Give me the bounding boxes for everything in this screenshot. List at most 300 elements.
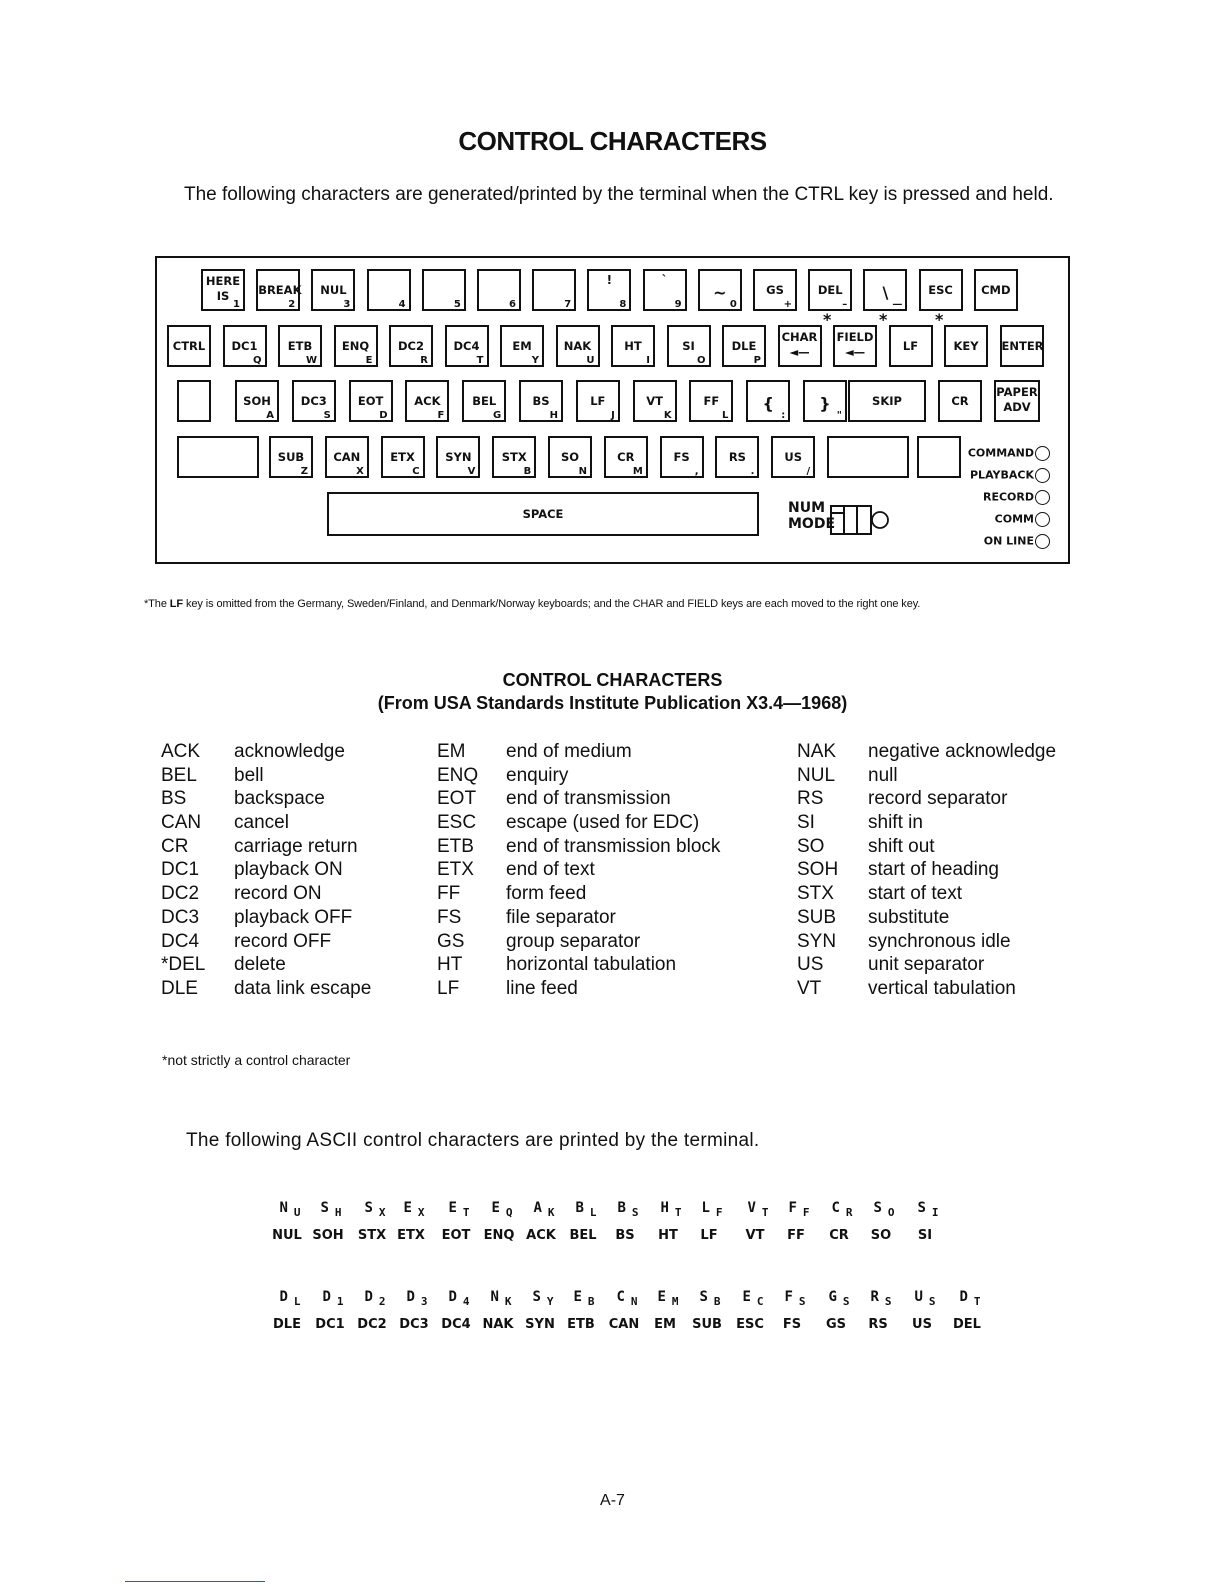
key-em-6 [500, 325, 544, 367]
control-glyph-icon [942, 1289, 992, 1308]
status-lamp-label: PLAYBACK [970, 468, 1034, 482]
key-label: EOT [357, 394, 384, 408]
key-shift-legend: B [523, 466, 532, 477]
key-label: DC1 [231, 339, 258, 353]
key-label: US [784, 450, 802, 464]
glyph-label: LF [700, 1228, 718, 1243]
definition-desc: playback OFF [234, 906, 353, 928]
key-label: EM [512, 339, 532, 353]
definition-abbr: RS [797, 788, 824, 810]
definition-abbr: VT [797, 977, 822, 999]
definition-desc: group separator [506, 930, 641, 952]
control-glyph-icon [856, 1200, 906, 1219]
glyph-part-a: S [873, 1200, 882, 1216]
key-rs-9 [715, 436, 759, 478]
key-shift-legend: N [578, 466, 587, 477]
glyph-part-a: S [917, 1200, 926, 1216]
definition-desc: end of transmission block [506, 835, 721, 857]
key-blank-4 [422, 269, 466, 311]
definition-desc: end of medium [506, 741, 632, 762]
num-mode-switch [788, 500, 898, 540]
glyph-cell [897, 1289, 947, 1332]
glyph-label: GS [825, 1317, 847, 1332]
key-label: HT [624, 339, 642, 353]
key-etb-2 [278, 325, 322, 367]
definition-desc: enquiry [506, 764, 569, 786]
key-shift-legend: S [323, 410, 331, 421]
definition-desc: playback ON [234, 859, 343, 881]
glyph-part-b: 4 [462, 1295, 470, 1308]
key-can-2 [325, 436, 369, 478]
key-nul-2 [311, 269, 355, 311]
key-shift-legend: V [467, 466, 476, 477]
key-lf-13 [889, 325, 933, 367]
definition-abbr: FF [437, 883, 461, 905]
key-label: BS [532, 394, 550, 408]
definition-abbr: ENQ [437, 764, 479, 786]
glyph-part-b: X [378, 1206, 386, 1219]
key-blank-8 [643, 269, 687, 311]
glyph-part-b: K [504, 1295, 512, 1308]
definition-abbr: NAK [797, 741, 837, 762]
definition-desc: acknowledge [234, 741, 345, 762]
key-label: ENTER [1001, 339, 1044, 353]
footnote-rest: key is omitted from the Germany, Sweden/Finland, and Denmark/Norway keyboards; and the CHAR and FIELD keys are each moved to the right one key. [183, 598, 921, 610]
key-bs-6 [519, 380, 563, 422]
key-blank-6 [532, 269, 576, 311]
key-dc1-1 [223, 325, 267, 367]
glyph-part-b: 2 [378, 1295, 386, 1308]
key-blank-12 [917, 436, 961, 478]
glyph-label: DEL [953, 1317, 981, 1332]
key-shift-legend: Z [300, 466, 308, 477]
key-label: DLE [731, 339, 757, 353]
definition-abbr: EOT [437, 788, 477, 810]
glyph-label: EM [654, 1317, 676, 1332]
key-shift-legend: F [437, 410, 445, 421]
definition-desc: escape (used for EDC) [506, 812, 700, 834]
key-lf-7 [576, 380, 620, 422]
glyph-part-b: N [630, 1295, 638, 1308]
control-glyph-icon [900, 1200, 950, 1219]
definition-abbr: ETB [437, 835, 474, 857]
key-sym-10 [746, 380, 790, 422]
glyph-part-b: S [928, 1295, 936, 1308]
glyph-label: US [912, 1317, 932, 1332]
definition-desc: cancel [234, 812, 289, 834]
definition-abbr: DLE [161, 977, 198, 999]
intro-text: The following characters are generated/printed by the terminal when the CTRL key is pressed and held. [184, 184, 1054, 205]
key-label: DC3 [300, 394, 327, 408]
key-shift-legend: A [266, 410, 274, 421]
key-label: } [819, 394, 831, 413]
definition-abbr: DC3 [161, 906, 200, 928]
key-shift-legend: 0 [729, 299, 737, 310]
definition-abbr: DC1 [161, 859, 200, 881]
key-shift-legend: L [722, 410, 729, 421]
key-eot-3 [349, 380, 393, 422]
glyph-part-a: F [788, 1200, 797, 1216]
control-glyph-icon [684, 1200, 734, 1219]
glyph-part-a: G [828, 1289, 837, 1305]
glyph-label: FS [782, 1317, 802, 1332]
key-label: LF [590, 394, 606, 408]
glyph-cell [303, 1200, 353, 1243]
key-gs-10 [753, 269, 797, 311]
key-label: SUB [277, 450, 305, 464]
definition-abbr: DC2 [161, 883, 200, 905]
definition-abbr: CR [161, 835, 189, 857]
key-shift-legend: . [750, 466, 755, 477]
glyph-part-a: D [448, 1289, 457, 1305]
key-label: NUL [320, 283, 347, 297]
lamp-circle-icon [1035, 490, 1050, 505]
glyph-part-a: E [742, 1289, 751, 1305]
key-shift-legend: 4 [398, 299, 406, 310]
glyph-part-b: O [887, 1206, 895, 1219]
glyph-part-a: B [617, 1200, 626, 1216]
key-label: ETX [390, 450, 415, 464]
key-bel-5 [462, 380, 506, 422]
definition-desc: form feed [506, 883, 587, 905]
glyph-part-b: Y [546, 1295, 554, 1308]
definition-abbr: STX [797, 883, 834, 905]
definition-desc: unit separator [868, 954, 985, 976]
key-shift-legend: 3 [343, 299, 351, 310]
key-shift-legend: R [420, 355, 428, 366]
definition-desc: bell [234, 764, 264, 786]
definition-abbr: *DEL [161, 954, 206, 976]
glyph-part-a: D [364, 1289, 373, 1305]
key-shift-legend: 9 [674, 299, 682, 310]
glyph-part-b: K [547, 1206, 555, 1219]
key-shift-legend: 6 [509, 299, 516, 310]
glyph-cell [942, 1289, 992, 1332]
definition-desc: line feed [506, 977, 578, 999]
glyph-label: VT [745, 1228, 765, 1243]
glyph-part-b: 3 [420, 1295, 428, 1308]
key-sub-1 [269, 436, 313, 478]
space-key [327, 492, 759, 536]
glyph-part-b: U [293, 1206, 301, 1219]
key-label: CR [617, 450, 635, 464]
key-paper-14 [994, 380, 1040, 422]
key-upper-legend: ! [606, 273, 613, 287]
key-esc-13 [919, 269, 963, 311]
glyph-label: DLE [273, 1317, 301, 1332]
glyph-label: DC3 [399, 1317, 429, 1332]
glyph-cell [853, 1289, 903, 1332]
key-label: LF [902, 339, 919, 353]
key-nak-7 [556, 325, 600, 367]
num-mode-label-1: NUM [788, 500, 826, 516]
glyph-label: ETX [397, 1228, 425, 1243]
glyph-label: DC1 [315, 1317, 345, 1332]
glyph-part-a: U [914, 1289, 923, 1305]
glyph-label: SUB [692, 1317, 722, 1332]
key-label: BREAK [258, 283, 302, 297]
definition-abbr: HT [437, 954, 463, 976]
key-label: { [762, 394, 774, 413]
status-lamp [995, 512, 1050, 527]
definition-abbr: GS [437, 930, 465, 952]
status-lamp [983, 490, 1050, 505]
key-label: CHAR [781, 330, 818, 344]
key-shift-legend: C [412, 466, 420, 477]
key-label: NAK [563, 339, 592, 353]
glyph-part-b: B [587, 1295, 595, 1308]
glyph-label: ACK [526, 1228, 556, 1243]
key-shift-legend: 8 [619, 299, 627, 310]
definition-desc: end of text [506, 859, 595, 881]
key-label: CAN [333, 450, 361, 464]
status-lamp [984, 534, 1050, 549]
footnote-lf: LF [169, 598, 184, 610]
lamp-circle-icon [1035, 446, 1050, 461]
definition-abbr: LF [437, 977, 460, 999]
definition-abbr: FS [437, 906, 462, 928]
definition-abbr: SUB [797, 906, 837, 928]
num-mode-label-2: MODE [788, 516, 836, 532]
definition-desc: shift out [868, 835, 935, 857]
glyph-part-a: N [490, 1289, 499, 1305]
key-label: HERE [205, 274, 241, 288]
glyph-cell [900, 1200, 950, 1243]
glyph-part-b: S [842, 1295, 850, 1308]
space-key-label: SPACE [522, 507, 564, 521]
glyph-cell [684, 1200, 734, 1243]
glyph-part-a: B [575, 1200, 584, 1216]
glyph-part-a: D [406, 1289, 415, 1305]
key-shift-legend: D [379, 410, 388, 421]
key-label: ETB [287, 339, 313, 353]
key-syn-4 [436, 436, 480, 478]
definition-abbr: DC4 [161, 930, 200, 952]
glyph-part-b: L [293, 1295, 301, 1308]
key-blank-7 [587, 269, 631, 311]
glyph-part-b: S [884, 1295, 892, 1308]
key-label-2: ◄— [789, 345, 810, 359]
key-shift-legend: H [549, 410, 558, 421]
glyph-part-a: A [533, 1200, 542, 1216]
key-label: SKIP [872, 394, 902, 408]
key-ack-4 [405, 380, 449, 422]
definition-abbr: CAN [161, 812, 202, 834]
key-here-0 [201, 269, 245, 311]
key-shift-legend: : [781, 410, 786, 421]
glyph-part-b: T [674, 1206, 682, 1219]
definition-desc: end of transmission [506, 788, 671, 810]
key-label: SO [560, 450, 580, 464]
key-label: CMD [981, 283, 1011, 297]
definition-abbr: ACK [161, 741, 201, 762]
glyph-part-a: E [491, 1200, 500, 1216]
control-glyph-icon [303, 1200, 353, 1219]
key-shift-legend: 1 [233, 299, 240, 310]
glyph-part-a: D [959, 1289, 968, 1305]
definition-abbr: ETX [437, 859, 474, 881]
definition-abbr: US [797, 954, 824, 976]
key-shift-legend: O [696, 355, 706, 366]
key-label: PAPER [996, 385, 1038, 399]
keyboard-footnote [144, 598, 920, 610]
definition-abbr: SO [797, 835, 825, 857]
glyph-part-a: N [279, 1200, 288, 1216]
glyph-cell [767, 1289, 817, 1332]
definition-desc: synchronous idle [868, 930, 1011, 952]
key-shift-legend: T [476, 355, 484, 366]
glyph-part-b: S [798, 1295, 806, 1308]
glyph-label: ESC [736, 1317, 764, 1332]
asterisk-mark: * [935, 310, 944, 329]
definition-desc: start of text [868, 883, 962, 905]
key-label: RS [728, 450, 746, 464]
key-shift-legend: Y [531, 355, 539, 366]
glyph-label: HT [658, 1228, 678, 1243]
key-shift-legend: M [632, 466, 643, 477]
asterisk-mark: * [823, 310, 832, 329]
key-label: CR [951, 394, 969, 408]
key-field-12 [833, 325, 877, 367]
control-glyph-icon [897, 1289, 947, 1308]
key-sym-11 [803, 380, 847, 422]
key-sym-9 [698, 269, 742, 311]
key-blank-5 [477, 269, 521, 311]
section-title: CONTROL CHARACTERS [502, 670, 723, 690]
key-label: VT [646, 394, 663, 408]
control-glyph-icon [853, 1289, 903, 1308]
glyph-part-b: M [671, 1295, 679, 1308]
status-lamp-label: COMMAND [967, 446, 1034, 460]
key-cr-13 [938, 380, 982, 422]
definition-abbr: ESC [437, 812, 477, 834]
key-label: FF [703, 394, 720, 408]
glyph-part-b: I [931, 1206, 939, 1219]
glyph-label: DC2 [357, 1317, 387, 1332]
key-shift-legend: 2 [288, 299, 296, 310]
glyph-part-b: F [802, 1206, 810, 1219]
status-lamp [970, 468, 1050, 483]
definition-desc: substitute [868, 906, 950, 928]
key-label: SOH [243, 394, 271, 408]
glyph-label: FF [787, 1228, 805, 1243]
glyph-label: NUL [272, 1228, 302, 1243]
key-ctrl-0 [167, 325, 211, 367]
glyph-part-a: S [320, 1200, 329, 1216]
key-cr-7 [604, 436, 648, 478]
glyph-cell [386, 1200, 436, 1243]
definition-abbr: NUL [797, 764, 836, 786]
toggle-switch-icon [830, 504, 896, 538]
key-shift-legend: / [806, 466, 811, 477]
key-label: DEL [817, 283, 843, 297]
key-shift-legend: I [646, 355, 650, 366]
key-dc4-5 [445, 325, 489, 367]
key-shift-legend: W [305, 355, 317, 366]
control-glyph-icon [767, 1289, 817, 1308]
glyph-part-a: E [573, 1289, 582, 1305]
key-label: GS [766, 283, 784, 297]
key-label: STX [501, 450, 527, 464]
key-break-1 [256, 269, 300, 311]
glyph-part-a: R [870, 1289, 879, 1305]
glyph-label: BS [615, 1228, 635, 1243]
key-label: BEL [472, 394, 497, 408]
glyph-label: SO [870, 1228, 892, 1243]
key-ht-8 [611, 325, 655, 367]
key-label-2: ◄— [844, 345, 866, 359]
glyph-part-b: S [631, 1206, 639, 1219]
key-enq-3 [334, 325, 378, 367]
key-label: KEY [953, 339, 979, 353]
key-si-9 [667, 325, 711, 367]
key-shift-legend: — [892, 299, 903, 310]
definition-desc: file separator [506, 906, 616, 928]
key-shift-legend: E [365, 355, 373, 366]
glyph-label: EOT [441, 1228, 471, 1243]
definition-desc: data link escape [234, 977, 372, 999]
definition-desc: record ON [234, 883, 322, 905]
key-soh-1 [235, 380, 279, 422]
glyph-label: CAN [608, 1317, 640, 1332]
key-label: ESC [928, 283, 953, 297]
glyph-part-b: R [845, 1206, 853, 1219]
glyph-label: ETB [567, 1317, 595, 1332]
key-label: CTRL [172, 339, 206, 353]
key-label: DC2 [398, 339, 424, 353]
lamp-circle-icon [1035, 468, 1050, 483]
key-label: SYN [445, 450, 472, 464]
key-shift-legend: U [586, 355, 595, 366]
glyph-part-b: F [715, 1206, 723, 1219]
glyph-label: RS [868, 1317, 888, 1332]
key-label: FIELD [836, 330, 874, 344]
definition-desc: null [868, 764, 898, 786]
glyph-label: SOH [312, 1228, 344, 1243]
glyph-part-a: V [747, 1200, 756, 1216]
definition-desc: record separator [868, 788, 1008, 810]
key-shift-legend: , [694, 466, 699, 477]
key-shift-legend: 5 [453, 299, 461, 310]
key-fs-8 [660, 436, 704, 478]
glyph-label: NAK [482, 1317, 514, 1332]
definition-desc: horizontal tabulation [506, 954, 677, 976]
glyph-part-b: T [973, 1295, 981, 1308]
glyph-part-b: Q [505, 1206, 513, 1219]
key-us-10 [771, 436, 815, 478]
key-label: ENQ [341, 339, 370, 353]
glyph-part-b: L [589, 1206, 597, 1219]
definition-desc: vertical tabulation [868, 977, 1016, 999]
status-lamp-label: COMM [994, 512, 1034, 526]
definition-abbr: SOH [797, 859, 839, 881]
glyph-label: SI [917, 1228, 933, 1243]
glyph-part-b: H [334, 1206, 342, 1219]
glyph-part-a: S [532, 1289, 541, 1305]
key-label: ACK [414, 394, 441, 408]
key-etx-3 [381, 436, 425, 478]
definition-abbr: BS [161, 788, 187, 810]
key-char-11 [778, 325, 822, 367]
glyph-part-a: L [701, 1200, 710, 1216]
definition-abbr: EM [437, 741, 466, 762]
key-blank-0 [177, 436, 259, 478]
glyph-cell [856, 1200, 906, 1243]
glyph-part-a: F [784, 1289, 793, 1305]
key-shift-legend: Q [252, 355, 262, 366]
key-label: \ [882, 283, 889, 302]
glyph-part-a: E [448, 1200, 457, 1216]
